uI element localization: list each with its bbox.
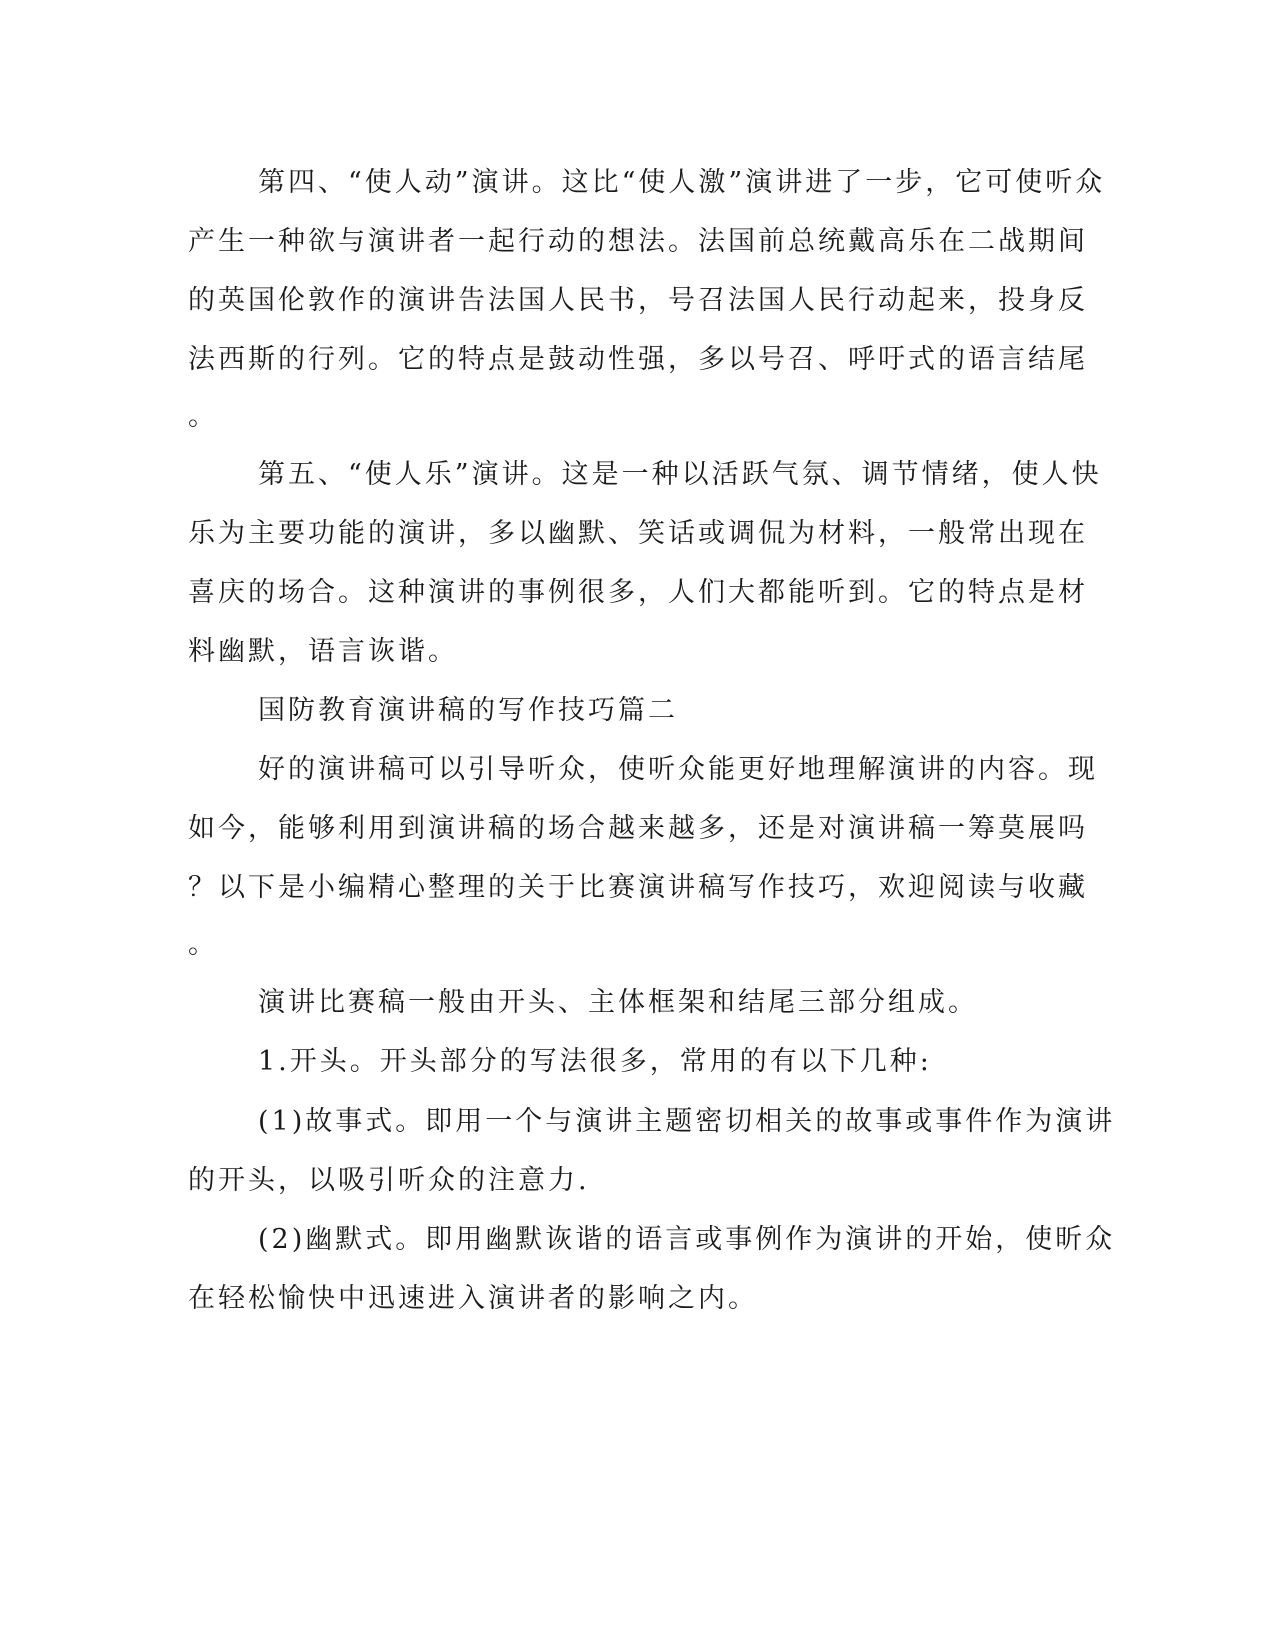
text-line: 法西斯的行列。它的特点是鼓动性强，多以号召、呼吁式的语言结尾 — [188, 344, 1088, 375]
text-line: 第五、“使人乐”演讲。这是一种以活跃气氛、调节情绪，使人快 — [258, 459, 1102, 490]
text-line: 好的演讲稿可以引导听众，使听众能更好地理解演讲的内容。现 — [258, 754, 1098, 785]
text-line: 的开头，以吸引听众的注意力. — [188, 1165, 590, 1196]
text-line: 。 — [188, 401, 218, 432]
text-line: 的英国伦敦作的演讲告法国人民书，号召法国人民行动起来，投身反 — [188, 285, 1088, 316]
text-line: 第四、“使人动”演讲。这比“使人激”演讲进了一步，它可使听众 — [258, 167, 1106, 198]
text-line: 喜庆的场合。这种演讲的事例很多，人们大都能听到。它的特点是材 — [188, 577, 1088, 608]
text-line: 如今，能够利用到演讲稿的场合越来越多，还是对演讲稿一筹莫展吗 — [188, 813, 1088, 844]
text-line: 料幽默，语言诙谐。 — [188, 636, 458, 667]
text-line: 1.开头。开头部分的写法很多，常用的有以下几种: — [258, 1046, 932, 1077]
text-line: 乐为主要功能的演讲，多以幽默、笑话或调侃为材料，一般常出现在 — [188, 518, 1088, 549]
text-line: ？以下是小编精心整理的关于比赛演讲稿写作技巧，欢迎阅读与收藏 — [188, 872, 1088, 903]
text-line: 在轻松愉快中迅速进入演讲者的影响之内。 — [188, 1283, 758, 1314]
text-line: (2)幽默式。即用幽默诙谐的语言或事例作为演讲的开始，使昕众 — [258, 1224, 1116, 1255]
section-heading: 国防教育演讲稿的写作技巧篇二 — [258, 695, 678, 726]
text-line: 演讲比赛稿一般由开头、主体框架和结尾三部分组成。 — [258, 987, 978, 1018]
text-line: 。 — [188, 929, 218, 960]
text-line: 产生一种欲与演讲者一起行动的想法。法国前总统戴高乐在二战期间 — [188, 226, 1088, 257]
text-line: (1)故事式。即用一个与演讲主题密切相关的故事或事件作为演讲 — [258, 1106, 1116, 1137]
